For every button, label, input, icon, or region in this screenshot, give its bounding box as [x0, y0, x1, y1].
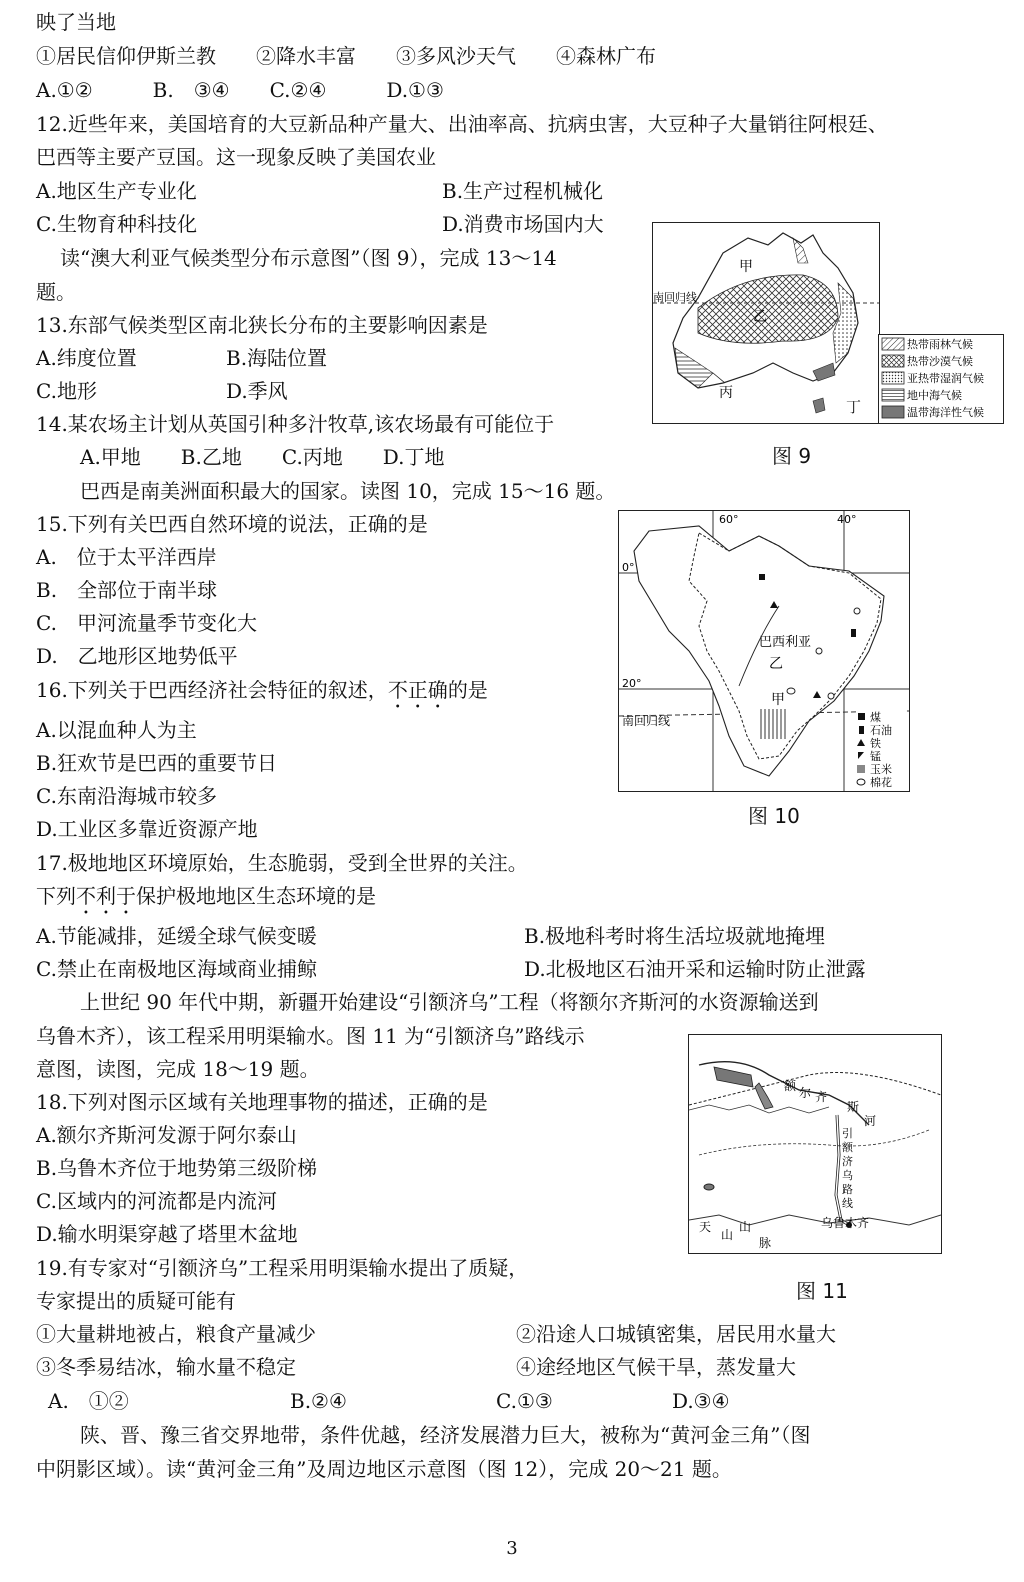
legend-coal-swatch: [858, 713, 865, 720]
legend-coal: 煤: [870, 711, 881, 724]
q11-options: ①居民信仰伊斯兰教 ②降水丰富 ③多风沙天气 ④森林广布: [36, 44, 656, 68]
legend-mediterranean: 地中海气候: [907, 389, 962, 402]
label-jia: 甲: [771, 692, 785, 708]
tasmania: [813, 398, 825, 413]
figure-11-map: [688, 1034, 942, 1254]
legend-humid: 亚热带湿润气候: [907, 372, 984, 385]
q17-stem-line1: 17.极地地区环境原始，生态脆弱，受到全世界的关注。: [36, 851, 528, 875]
intro-18-19-line2: 乌鲁木齐），该工程采用明渠输水。图 11 为“引额济乌”路线示: [36, 1024, 585, 1048]
q15-choice-c: C. 甲河流量季节变化大: [36, 611, 257, 635]
lake-3: [704, 1184, 714, 1190]
q19-choice-a: A. ①②: [48, 1389, 129, 1413]
q17-stem2-pre: 下列: [36, 884, 76, 908]
lat0-label: 0°: [622, 561, 635, 574]
capital-dot: [816, 648, 822, 654]
q12-choice-a: A.地区生产专业化: [36, 179, 197, 203]
q19-choice-d: D.③④: [672, 1389, 730, 1413]
mountain-char-4: 脉: [759, 1236, 772, 1250]
lat20-label: 20°: [622, 677, 642, 690]
q14-choices: A.甲地 B.乙地 C.丙地 D.丁地: [80, 445, 445, 469]
intro-15-16: 巴西是南美洲面积最大的国家。读图 10，完成 15～16 题。: [80, 479, 616, 503]
figure-10-caption: 图 10: [748, 804, 800, 828]
legend-swatch-rainforest: [882, 338, 904, 350]
tropic-label: 南回归线: [622, 714, 671, 728]
lon40-label: 40°: [837, 513, 857, 526]
q16-stem-post: 的是: [447, 678, 488, 702]
tropic-label: 南回归线: [653, 291, 697, 304]
legend-corn: 玉米: [870, 763, 892, 776]
q13-choice-c: C.地形: [36, 379, 97, 403]
q19-option-2: ②沿途人口城镇密集，居民用水量大: [516, 1322, 836, 1346]
q16-stem-emphasis: 不正确: [387, 678, 448, 702]
intro-18-19-line3: 意图，读图，完成 18～19 题。: [36, 1057, 320, 1081]
q12-choice-d: D.消费市场国内大: [442, 212, 604, 236]
q16-stem: [36, 676, 488, 713]
river-char-3: 齐: [815, 1090, 828, 1104]
canal-char-4: 乌: [842, 1169, 853, 1182]
lon60-label: 60°: [719, 513, 739, 526]
tianshan: [689, 1215, 941, 1225]
q12-choice-c: C.生物育种科技化: [36, 212, 197, 236]
legend-rainforest: 热带雨林气候: [907, 338, 973, 351]
q18-choice-c: C.区域内的河流都是内流河: [36, 1189, 277, 1213]
figure-10-legend: [856, 710, 906, 790]
q17-choice-a: A.节能减排，延缓全球气候变暖: [36, 924, 317, 948]
label-yi: 乙: [769, 656, 783, 672]
legend-mn: 锰: [870, 750, 881, 763]
yin-e-ji-wu-map: [689, 1035, 941, 1253]
q18-stem: 18.下列对图示区域有关地理事物的描述，正确的是: [36, 1090, 488, 1114]
q19-choice-c: C.①③: [496, 1389, 553, 1413]
q12-stem-line2: 巴西等主要产豆国。这一现象反映了美国农业: [36, 145, 436, 169]
figure-9-legend: [878, 334, 1004, 424]
q19-stem-line1: 19.有专家对“引额济乌”工程采用明渠输水提出了质疑，: [36, 1256, 529, 1280]
legend-cotton-swatch: [857, 779, 865, 785]
figure-11-caption: 图 11: [796, 1279, 848, 1303]
legend-swatch-maritime: [882, 406, 904, 418]
q19-option-1: ①大量耕地被占，粮食产量减少: [36, 1322, 316, 1346]
q15-stem: 15.下列有关巴西自然环境的说法，正确的是: [36, 512, 428, 536]
mineral-coal: [759, 574, 765, 580]
q13-choice-d: D.季风: [226, 379, 288, 403]
q17-stem2-post: 保护极地地区生态环境的是: [136, 884, 376, 908]
label-yi: 乙: [753, 309, 767, 325]
cotton-2: [828, 693, 834, 699]
legend-swatch-mediterranean: [882, 389, 904, 401]
legend-oil: 石油: [870, 724, 892, 737]
corn-pattern: [759, 709, 787, 739]
lake-2: [755, 1083, 773, 1109]
legend-mn-swatch: [858, 752, 864, 759]
q18-choice-d: D.输水明渠穿越了塔里木盆地: [36, 1222, 298, 1246]
mountain-char-1: 天: [699, 1220, 712, 1234]
river-char-4: 斯: [847, 1100, 860, 1114]
basin-edge: [699, 1130, 929, 1155]
legend-swatch-desert: [882, 355, 904, 367]
q18-choice-a: A.额尔齐斯河发源于阿尔泰山: [36, 1123, 297, 1147]
urumqi-label: 乌鲁木齐: [821, 1216, 870, 1230]
cotton-3: [787, 688, 795, 694]
q11-stem-tail: 映了当地: [36, 10, 116, 34]
q17-choice-d: D.北极地区石油开采和运输时防止泄露: [524, 957, 866, 981]
q17-stem-line2: [36, 882, 376, 919]
q16-choice-d: D.工业区多靠近资源产地: [36, 817, 258, 841]
intro-13-14-line1: 读“澳大利亚气候类型分布示意图”（图 9），完成 13～14: [60, 246, 557, 270]
legend-desert: 热带沙漠气候: [907, 355, 973, 368]
mountain-char-3: 山: [739, 1220, 752, 1234]
canal-char-1: 引: [842, 1127, 853, 1140]
canal-char-6: 线: [842, 1197, 853, 1210]
q18-choice-b: B.乌鲁木齐位于地势第三级阶梯: [36, 1156, 318, 1180]
intro-20-21-line2: 中阴影区域）。读“黄河金三角”及周边地区示意图（图 12），完成 20～21 题。: [36, 1457, 732, 1481]
page-number: 3: [506, 1538, 518, 1559]
q16-stem-pre: 16.下列关于巴西经济社会特征的叙述，: [36, 678, 388, 702]
q19-option-3: ③冬季易结冰，输水量不稳定: [36, 1355, 296, 1379]
q11-choices: A.①② B. ③④ C.②④ D.①③: [36, 78, 444, 102]
fig9-label-ding: 丁: [846, 398, 862, 416]
q17-choice-c: C.禁止在南极地区海域商业捕鲸: [36, 957, 317, 981]
q17-stem2-emphasis: 不利于: [76, 884, 136, 908]
cotton-1: [854, 608, 860, 614]
q17-choice-b: B.极地科考时将生活垃圾就地掩埋: [524, 924, 826, 948]
legend-swatch-humid: [882, 372, 904, 384]
figure-9-caption: 图 9: [772, 444, 812, 468]
q19-stem-line2: 专家提出的质疑可能有: [36, 1289, 236, 1313]
intro-18-19-line1: 上世纪 90 年代中期，新疆开始建设“引额济乌”工程（将额尔齐斯河的水资源输送到: [80, 990, 819, 1014]
canal-char-5: 路: [842, 1183, 853, 1196]
label-bing: 丙: [719, 385, 733, 401]
lake-1: [714, 1067, 753, 1087]
q19-choice-b: B.②④: [290, 1389, 347, 1413]
legend-cotton: 棉花: [870, 776, 892, 789]
intro-20-21-line1: 陕、晋、豫三省交界地带，条件优越，经济发展潜力巨大，被称为“黄河金三角”（图: [80, 1423, 811, 1447]
canal-char-2: 额: [842, 1141, 853, 1154]
q16-choice-a: A.以混血种人为主: [36, 718, 197, 742]
q13-stem: 13.东部气候类型区南北狭长分布的主要影响因素是: [36, 313, 488, 337]
capital-label: 巴西利亚: [759, 635, 812, 650]
q15-choice-d: D. 乙地形区地势低平: [36, 644, 238, 668]
q12-choice-b: B.生产过程机械化: [442, 179, 604, 203]
q14-stem: 14.某农场主计划从英国引种多汁牧草,该农场最有可能位于: [36, 412, 555, 436]
legend-iron-swatch: [857, 739, 865, 746]
q19-option-4: ④途经地区气候干旱，蒸发量大: [516, 1355, 796, 1379]
q15-choice-a: A. 位于太平洋西岸: [36, 545, 217, 569]
legend-oil-swatch: [859, 726, 864, 734]
legend-maritime: 温带海洋性气候: [907, 406, 984, 419]
mineral-oil: [851, 629, 856, 637]
river-char-5: 河: [864, 1114, 877, 1128]
legend-iron: 铁: [870, 737, 881, 750]
q13-choice-a: A.纬度位置: [36, 346, 137, 370]
canal-char-3: 济: [842, 1155, 853, 1168]
river-char-2: 尔: [799, 1086, 812, 1100]
q16-choice-b: B.狂欢节是巴西的重要节日: [36, 751, 278, 775]
mountain-char-2: 山: [721, 1228, 734, 1242]
altai-mountains: [689, 1105, 829, 1113]
label-jia: 甲: [739, 259, 753, 275]
q15-choice-b: B. 全部位于南半球: [36, 578, 218, 602]
river-char-1: 额: [784, 1079, 797, 1093]
intro-13-14-line2: 题。: [36, 280, 76, 304]
q13-choice-b: B.海陆位置: [226, 346, 328, 370]
q12-stem-line1: 12.近些年来，美国培育的大豆新品种产量大、出油率高、抗病虫害，大豆种子大量销往阿根廷、: [36, 112, 888, 136]
q16-choice-c: C.东南沿海城市较多: [36, 784, 217, 808]
legend-corn-swatch: [858, 765, 864, 773]
